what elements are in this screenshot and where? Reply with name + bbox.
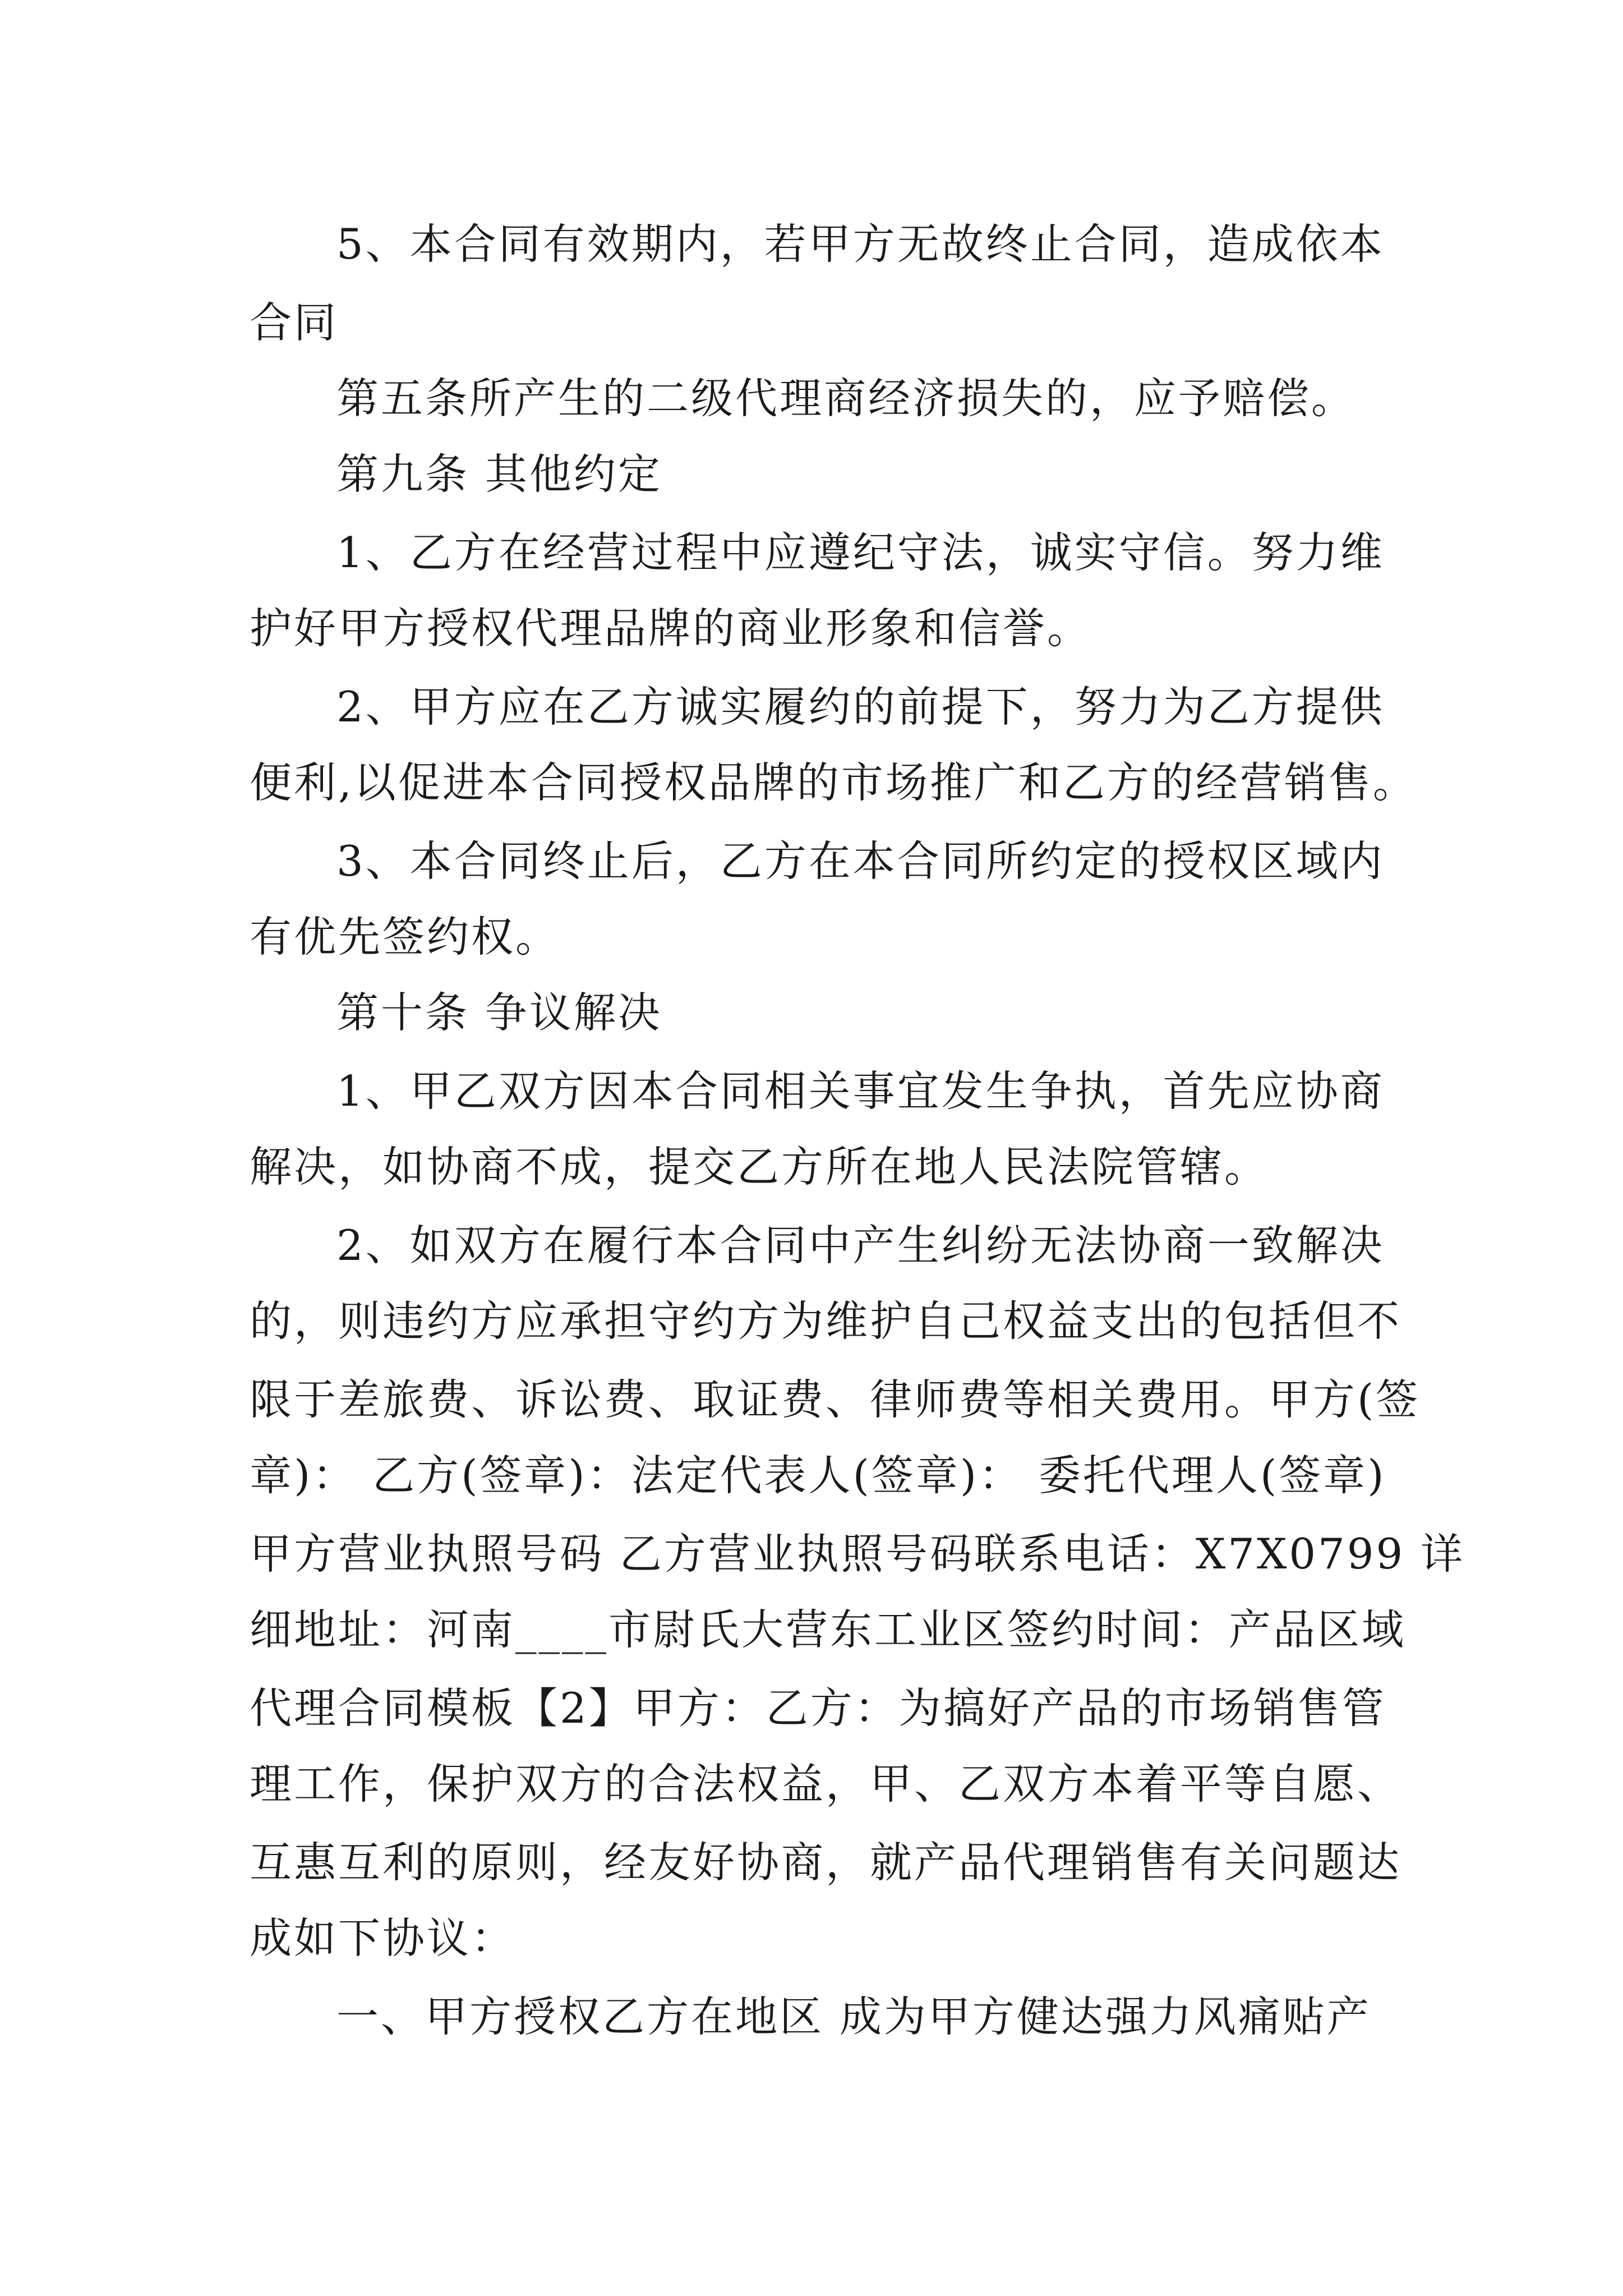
text-line: 2、甲方应在乙方诚实履约的前提下，努力为乙方提供 (336, 682, 1385, 731)
text-line: 成如下协议： (250, 1913, 516, 1963)
text-line: 解决，如协商不成，提交乙方所在地人民法院管辖。 (250, 1142, 1269, 1191)
section-heading: 第十条 争议解决 (336, 988, 662, 1037)
text-line: 理工作，保护双方的合法权益，甲、乙双方本着平等自愿、 (250, 1759, 1402, 1809)
section-heading: 第九条 其他约定 (336, 449, 662, 499)
text-line: 有优先签约权。 (250, 912, 560, 961)
text-line: 便利,以促进本合同授权品牌的市场推广和乙方的经营销售。 (250, 758, 1417, 807)
text-line: 细地址：河南____市尉氏大营东工业区签约时间：产品区域 (250, 1605, 1407, 1654)
text-line: 护好甲方授权代理品牌的商业形象和信誉。 (250, 604, 1092, 653)
text-line: 合同 (250, 298, 339, 347)
text-line: 甲方营业执照号码 乙方营业执照号码联系电话：X7X0799 详 (250, 1529, 1465, 1579)
text-line: 1、乙方在经营过程中应遵纪守法，诚实守信。努力维 (336, 528, 1385, 577)
text-line: 5、本合同有效期内，若甲方无故终止合同，造成依本 (336, 219, 1385, 269)
text-line: 3、本合同终止后，乙方在本合同所约定的授权区域内 (336, 836, 1385, 886)
text-line: 章)： 乙方(签章)：法定代表人(签章)： 委托代理人(签章) (250, 1451, 1386, 1500)
text-line: 互惠互利的原则，经友好协商，就产品代理销售有关问题达 (250, 1838, 1402, 1887)
text-line: 代理合同模板【2】甲方：乙方：为搞好产品的市场销售管 (250, 1683, 1386, 1733)
text-line: 2、如双方在履行本合同中产生纠纷无法协商一致解决 (336, 1221, 1385, 1270)
text-line: 一、甲方授权乙方在地区 成为甲方健达强力风痛贴产 (336, 1992, 1371, 2041)
text-line: 的，则违约方应承担守约方为维护自己权益支出的包括但不 (250, 1296, 1402, 1346)
text-line: 限于差旅费、诉讼费、取证费、律师费等相关费用。甲方(签 (250, 1375, 1421, 1424)
text-line: 1、甲乙双方因本合同相关事宜发生争执，首先应协商 (336, 1066, 1385, 1116)
text-line: 第五条所产生的二级代理商经济损失的，应予赔偿。 (336, 374, 1356, 423)
